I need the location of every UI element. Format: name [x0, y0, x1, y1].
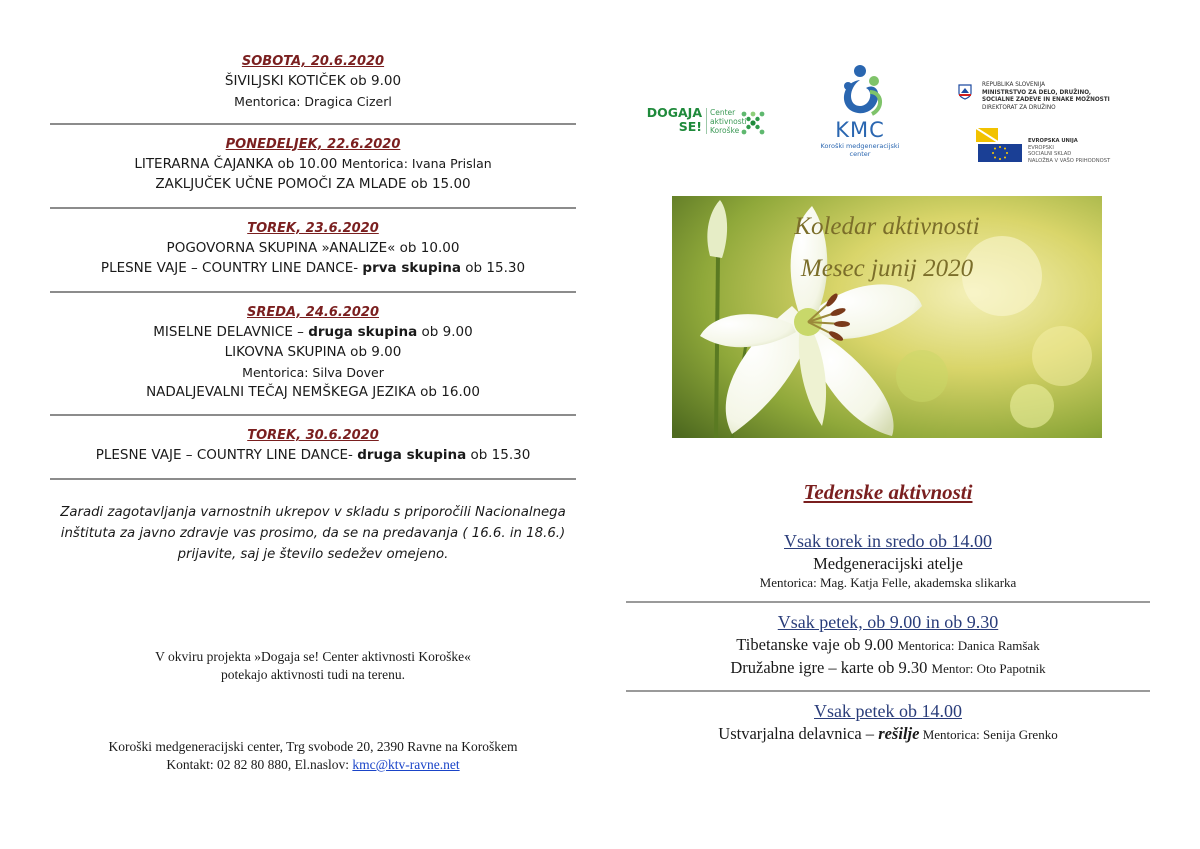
lily-image [672, 196, 1102, 438]
mentor-text: Mentorica: Ivana Prislan [341, 155, 492, 171]
project-line: potekajo aktivnosti tudi na terenu. [220, 667, 406, 682]
divider [50, 478, 576, 480]
divider [626, 690, 1150, 692]
divider [50, 291, 576, 293]
group-text: druga skupina [357, 447, 467, 463]
weekly-schedule: Vsak torek in sredo ob 14.00 [784, 531, 992, 551]
activity-text: MISELNE DELAVNICE – [153, 323, 309, 340]
weekly-title: Tedenske aktivnosti [803, 480, 973, 504]
kmc-wordmark: KMC [835, 118, 885, 142]
kmc-subtitle [814, 142, 906, 158]
activity-line: POGOVORNA SKUPINA »ANALIZE« ob 10.00 [166, 239, 460, 256]
weekly-mentor: Mentorica: Senija Grenko [919, 727, 1058, 742]
project-note [50, 648, 576, 684]
time-text: ob 15.30 [466, 447, 531, 463]
dogaja-wordmark [640, 106, 702, 134]
divider [50, 123, 576, 125]
contact-line [50, 756, 576, 774]
logo-divider [706, 108, 707, 134]
weekly-activity [626, 657, 1150, 680]
lily-banner [672, 196, 1102, 438]
activity-line: LIKOVNA SKUPINA ob 9.00 [224, 344, 402, 360]
activity-text: Tibetanske vaje ob 9.00 [736, 635, 898, 654]
day-title: TOREK, 30.6.2020 [247, 428, 379, 443]
weekly-mentor: Mentorica: Mag. Katja Felle, akademska slikarka [759, 575, 1017, 590]
mentor-line: Mentorica: Silva Dover [242, 364, 384, 380]
logo-strip [636, 62, 1156, 172]
banner-subtitle: Mesec junij 2020 [800, 255, 974, 282]
dogaja-sub-2: aktivnosti [710, 117, 747, 126]
time-text: ob 15.30 [461, 260, 526, 276]
kmc-figures-icon [820, 62, 900, 118]
weekly-activity: Medgeneracijski atelje [813, 554, 963, 573]
banner-title: Koledar aktivnosti [794, 213, 980, 240]
safety-notice [50, 502, 576, 565]
weekly-mentor: Mentorica: Danica Ramšak [897, 638, 1040, 653]
kmc-logo [820, 62, 900, 172]
address-block [50, 738, 576, 774]
eu-line: NALOŽBA V VAŠO PRIHODNOST [1028, 157, 1111, 164]
day-block [50, 133, 576, 201]
day-title: TOREK, 23.6.2020 [247, 220, 379, 236]
activity-text: PLESNE VAJE – COUNTRY LINE DANCE- [100, 260, 363, 276]
activity-line [50, 154, 576, 175]
kmc-sub-1: Koroški medgeneracijski [820, 142, 900, 150]
activity-line [50, 322, 576, 343]
contact-text: Kontakt: 02 82 80 880, El.naslov: [166, 757, 353, 772]
activity-line [50, 258, 576, 279]
day-block [50, 50, 576, 117]
day-title: PONEDELJEK, 22.6.2020 [225, 136, 401, 152]
notice-line: prijavite, saj je število sedežev omejeno. [177, 546, 449, 562]
kmc-sub-2: center [849, 150, 871, 158]
weekly-activity [626, 634, 1150, 657]
time-text: ob 9.00 [417, 323, 473, 340]
dogaja-sub-3: Koroške [710, 126, 740, 135]
divider [50, 414, 576, 416]
day-block [50, 301, 576, 409]
day-block [50, 217, 576, 285]
divider [626, 601, 1150, 603]
weekly-block [626, 611, 1150, 680]
activity-text: Družabne igre – karte ob 9.30 [730, 658, 932, 677]
weekly-schedule: Vsak petek ob 14.00 [814, 701, 962, 721]
project-line: V okviru projekta »Dogaja se! Center aktivnosti Koroške« [155, 649, 471, 664]
dogaja-se-logo [640, 106, 770, 148]
activity-text: PLESNE VAJE – COUNTRY LINE DANCE- [95, 447, 358, 463]
notice-line: Zaradi zagotavljanja varnostnih ukrepov v skladu s priporočili Nacionalnega [60, 504, 566, 520]
weekly-mentor: Mentor: Oto Papotnik [931, 661, 1046, 676]
activity-line [50, 445, 576, 466]
ministry-line: REPUBLIKA SLOVENIJA [982, 82, 1046, 88]
eu-line: EVROPSKA UNIJA [1028, 138, 1078, 144]
eu-line: SOCIALNI SKLAD [1028, 151, 1072, 157]
ministry-line: SOCIALNE ZADEVE IN ENAKE MOŽNOSTI [982, 97, 1110, 103]
dogaja-word-2: SE! [678, 119, 702, 134]
mentor-line: Mentorica: Dragica Cizerl [234, 93, 392, 109]
activity-emphasis: rešilje [878, 724, 920, 743]
divider [50, 207, 576, 209]
weekly-block [626, 700, 1150, 746]
notice-line: inštituta za javno zdravje vas prosimo, da se na predavanja ( 16.6. in 18.6.) [60, 525, 566, 541]
weekly-schedule: Vsak petek, ob 9.00 in ob 9.30 [777, 612, 999, 632]
address-line: Koroški medgeneracijski center, Trg svobode 20, 2390 Ravne na Koroškem [108, 739, 518, 754]
dogaja-word-1: DOGAJA [646, 105, 702, 120]
eu-flag-icon [976, 128, 1024, 162]
eu-line: EVROPSKI [1028, 144, 1054, 151]
weekly-activities [626, 478, 1150, 746]
day-block [50, 424, 576, 472]
schedule-column [50, 50, 576, 565]
eu-text [1028, 138, 1110, 164]
eu-logo [976, 128, 1156, 162]
activity-line: ŠIVILJSKI KOTIČEK ob 9.00 [224, 73, 402, 89]
group-text: prva skupina [362, 260, 461, 276]
ministry-text [982, 82, 1110, 112]
dogaja-sub-1: Center [710, 108, 736, 117]
coat-of-arms-icon [958, 84, 972, 100]
activity-text: Ustvarjalna delavnica – [718, 724, 879, 743]
group-text: druga skupina [308, 323, 418, 340]
dots-icon [740, 110, 766, 136]
weekly-block [626, 530, 1150, 591]
activity-line: ZAKLJUČEK UČNE POMOČI ZA MLADE ob 15.00 [155, 176, 471, 192]
ministry-line: MINISTRSTVO ZA DELO, DRUŽINO, [982, 89, 1092, 96]
day-title: SREDA, 24.6.2020 [246, 304, 379, 320]
email-link[interactable]: kmc@ktv-ravne.net [352, 757, 460, 772]
activity-line: NADALJEVALNI TEČAJ NEMŠKEGA JEZIKA ob 16.00 [146, 383, 480, 400]
weekly-activity [626, 723, 1150, 746]
ministry-line: DIREKTORAT ZA DRUŽINO [982, 104, 1056, 111]
activity-text: LITERARNA ČAJANKA ob 10.00 [134, 155, 342, 172]
day-title: SOBOTA, 20.6.2020 [241, 54, 385, 69]
